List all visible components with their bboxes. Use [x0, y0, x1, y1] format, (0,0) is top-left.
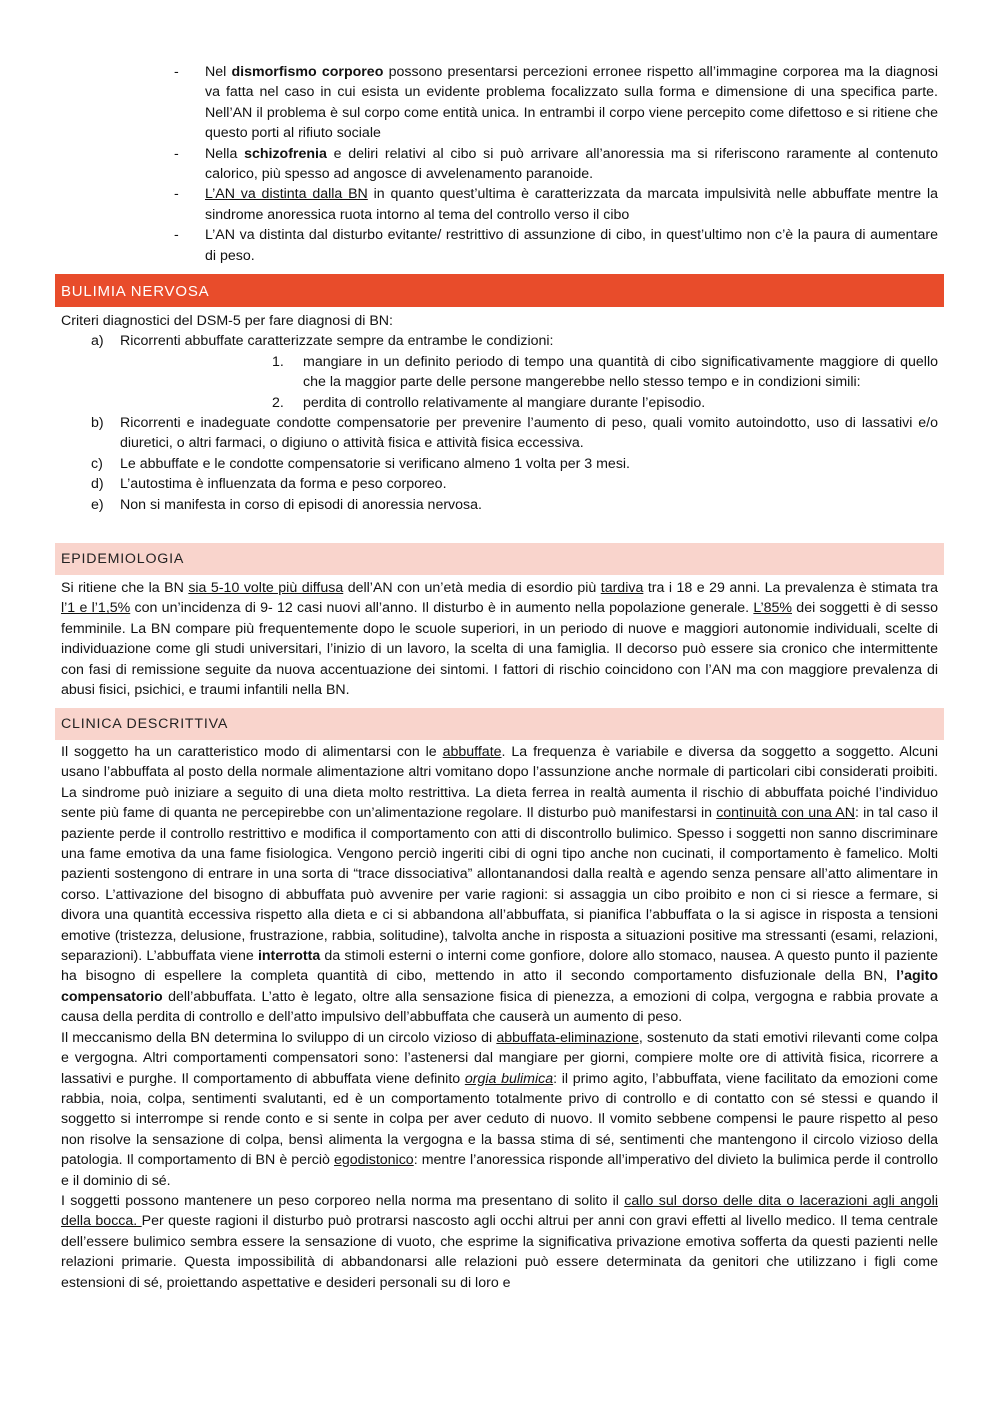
- sub-criterion-marker: 2.: [272, 394, 284, 411]
- paragraph: Il meccanismo della BN determina lo sviluppo di un circolo vizioso di abbuffata-eliminazione, sostenuto da stati emotivi rilevanti come colpa e vergogna. Altri comportamenti compensatori sono: l’astenersi dal mangiare per giorni, compiere molte ore di attività fisica, ricorrere a lassativi e purghe. Il comportamento di abbuffata viene definito orgia bulimica: il primo agito, l’abbuffata, viene facilitato da emozioni come rabbia, noia, colpa, sentimenti svalutanti, ed è un comportamento totalmente privo di controllo e di contatto con sé stessi e quando il soggetto si interrompe si rende conto e si sente in colpa per aver ceduto di nuovo. Il vomito sebbene compensi le paure rispetto al peso non risolve la sensazione di colpa, bensì alimenta la vergogna e la bassa stima di sé, sentimenti che mantengono il circolo vizioso della patologia. Il comportamento di BN è perciò egodistonico: mentre l’anoressica risponde all’imperativo del divieto la bulimica perde il controllo e il dominio di sé.: [61, 1029, 939, 1189]
- criterion-marker: b): [91, 415, 104, 432]
- underlined-term: continuità con una AN: [716, 805, 855, 822]
- section-heading-epidemiologia: EPIDEMIOLOGIA: [55, 543, 944, 575]
- sub-criterion-item: 2. perdita di controllo relativamente al mangiare durante l’episodio.: [61, 393, 938, 413]
- criterion-item: b) Ricorrenti e inadeguate condotte compensatorie per prevenire l’aumento di peso, quali vomito autoindotto, uso di lassativi e/o diuretici, o altri farmaci, o digiuno o attività fisica e attività fisica eccessiva.: [91, 415, 938, 452]
- underlined-term: L’AN va distinta dalla BN: [205, 186, 368, 203]
- criterion-marker: a): [91, 333, 104, 350]
- paragraph: I soggetti possono mantenere un peso corporeo nella norma ma presentano di solito il callo sul dorso delle dita o lacerazioni agli angoli della bocca. Per queste ragioni il disturbo può protrarsi nascosto agli occhi altrui per anni con gravi effetti al livello medico. Il tema centrale dell’essere bulimico sembra essere la sensazione di vuoto, che esprime la significativa privazione emotiva sofferta da questi pazienti nelle relazioni primarie. Questa impossibilità di abbandonarsi alle relazioni può essere determinata da genitori che utilizzano i figli come estensioni di sé, proiettando aspettative e desideri personali su di loro e: [61, 1192, 938, 1291]
- list-item: - Nella schizofrenia e deliri relativi al cibo si può arrivare all’anoressia ma si riferiscono raramente al contenuto calorico, più spesso ad angosce di avvelenamento paranoide.: [174, 145, 938, 183]
- underlined-term: egodistonico: [334, 1152, 414, 1169]
- underlined-term: l’1 e l’1,5%: [61, 600, 131, 617]
- criterion-item: e) Non si manifesta in corso di episodi di anoressia nervosa.: [61, 495, 938, 515]
- dsm-criteria: [61, 311, 938, 515]
- differential-diagnosis-list: [174, 62, 938, 266]
- underlined-term: orgia bulimica: [464, 1070, 554, 1087]
- list-marker: -: [174, 64, 179, 80]
- bold-term: dismorfismo corporeo: [231, 64, 384, 80]
- criterion-item: c) Le abbuffate e le condotte compensatorie si verificano almeno 1 volta per 3 mesi.: [61, 454, 938, 474]
- list-item: - Nel dismorfismo corporeo possono presentarsi percezioni erronee rispetto all’immagine corporea ma la diagnosi va fatta nel caso in cui esista un evidente problema focalizzato sulla forma e dimensione di una specifica parte. Nell’AN il problema è sul corpo come entità unica. In entrambi il corpo viene percepito come difettoso e si ritiene che questo porti al rifiuto sociale: [174, 64, 938, 142]
- list-item: - L’AN va distinta dalla BN in quanto quest’ultima è caratterizzata da marcata impulsività nelle abbuffate mentre la sindrome anoressica ruota intorno al tema del controllo verso il cibo: [174, 186, 938, 223]
- underlined-term: sia 5-10 volte più diffusa: [188, 580, 344, 596]
- criteria-intro: Criteri diagnostici del DSM-5 per fare diagnosi di BN:: [61, 313, 393, 329]
- bold-term: schizofrenia: [244, 145, 327, 162]
- underlined-term: L’85%: [753, 600, 793, 617]
- underlined-term: abbuffate: [442, 744, 502, 760]
- bold-term: l’agito compensatorio: [61, 968, 938, 1005]
- criterion-item: d) L’autostima è influenzata da forma e peso corporeo.: [61, 474, 938, 494]
- sub-criterion-marker: 1.: [272, 353, 284, 370]
- underlined-term: abbuffata-eliminazione: [496, 1029, 639, 1046]
- list-marker: -: [174, 186, 179, 203]
- underlined-term: tardiva: [600, 580, 644, 596]
- bold-term: interrotta: [257, 948, 321, 965]
- clinica-body: [61, 742, 938, 1293]
- sub-criterion-item: 1. mangiare in un definito periodo di tempo una quantità di cibo significativamente maggiore di quello che la maggior parte delle persone mangerebbe nello stesso tempo e in condizioni simili:: [272, 353, 938, 391]
- criterion-item: a) Ricorrenti abbuffate caratterizzate sempre da entrambe le condizioni:: [61, 331, 938, 351]
- epidemiologia-paragraph: Si ritiene che la BN sia 5-10 volte più diffusa dell’AN con un’età media di esordio più tardiva tra i 18 e 29 anni. La prevalenza è stimata tra l’1 e l’1,5% con un’incidenza di 9- 12 casi nuovi all’anno. Il disturbo è in aumento nella popolazione generale. L’85% dei soggetti è di sesso femminile. La BN compare più frequentemente dopo le scuole superiori, in un periodo di nuove e maggiori autonomie individuali, scelte di individuazione come gli studi universitari, l’inizio di un lavoro, la scelta di una famiglia. Il decorso può essere sia cronico che intermittente con fasi di remissione seguite da nuova accentuazione dei sintomi. I fattori di rischio coincidono con l’AN ma con maggiore prevalenza di abusi fisici, psichici, e traumi infantili nella BN.: [61, 580, 938, 699]
- list-marker: -: [174, 145, 179, 162]
- criterion-marker: c): [91, 455, 103, 472]
- criterion-marker: e): [91, 496, 104, 513]
- underlined-term: callo sul dorso delle dita o lacerazioni agli angoli della bocca.: [61, 1192, 938, 1230]
- criterion-marker: d): [91, 476, 104, 493]
- paragraph: Il soggetto ha un caratteristico modo di alimentarsi con le abbuffate. La frequenza è variabile e diversa da soggetto a soggetto. Alcuni usano l’abbuffata al posto della normale alimentazione altri vomitano dopo l’assunzione anche normale di particolari cibi considerati proibiti. La sindrome può iniziare a seguito di una dieta molto restrittiva. La dieta ferrea in realtà aumenta il rischio di abbuffata poiché l’individuo sente più fame di quanta ne percepirebbe con un’alimentazione regolare. Il disturbo può manifestarsi in continuità con una AN: in tal caso il paziente perde il controllo restrittivo e modifica il comportamento con atti di discontrollo bulimico. Spesso i soggetti non sanno discriminare una fame emotiva da una fame fisiologica. Vengono perciò ingeriti cibi di ogni tipo anche non cucinati, il comportamento è famelico. Molti pazienti sostengono di entrare in una sorta di “trace dissociativa” allontanandosi dalla realtà e agendo senza pensare all’atto alimentare in corso. L’attivazione del bisogno di abbuffata può avvenire per varie ragioni: si assaggia un cibo proibito e non ci si riesce a fermare, si divora una quantità eccessiva rispetto alla dieta e ci si abbandona all’abbuffata, si pianifica l’abbuffata o la si agisce in risposta a tensioni emotive (tristezza, delusione, frustrazione, rabbia, solitudine), talvolta anche in risposta a situazioni positive ma stressanti (esami, relazioni, separazioni). L’abbuffata viene interrotta da stimoli esterni o interni come gonfiore, dolore allo stomaco, nausea. A questo punto il paziente ha bisogno di espellere la completa quantità di cibo, mettendo in atto il secondo comportamento disfuzionale della BN, l’agito compensatorio dell’abbuffata. L’atto è legato, oltre alla sensazione fisica di pienezza, a emozioni di colpa, vergogna e rabbia provate a causa della perdita di controllo e dell’atto impulsivo dell’abbuffata che causerà un aumento di peso.: [61, 744, 938, 1026]
- section-heading-clinica: CLINICA DESCRITTIVA: [55, 708, 944, 740]
- section-heading-bulimia: BULIMIA NERVOSA: [55, 274, 944, 307]
- list-item: - L’AN va distinta dal disturbo evitante/ restrittivo di assunzione di cibo, in quest’ultimo non c’è la paura di aumentare di peso.: [174, 227, 938, 264]
- list-marker: -: [174, 227, 179, 244]
